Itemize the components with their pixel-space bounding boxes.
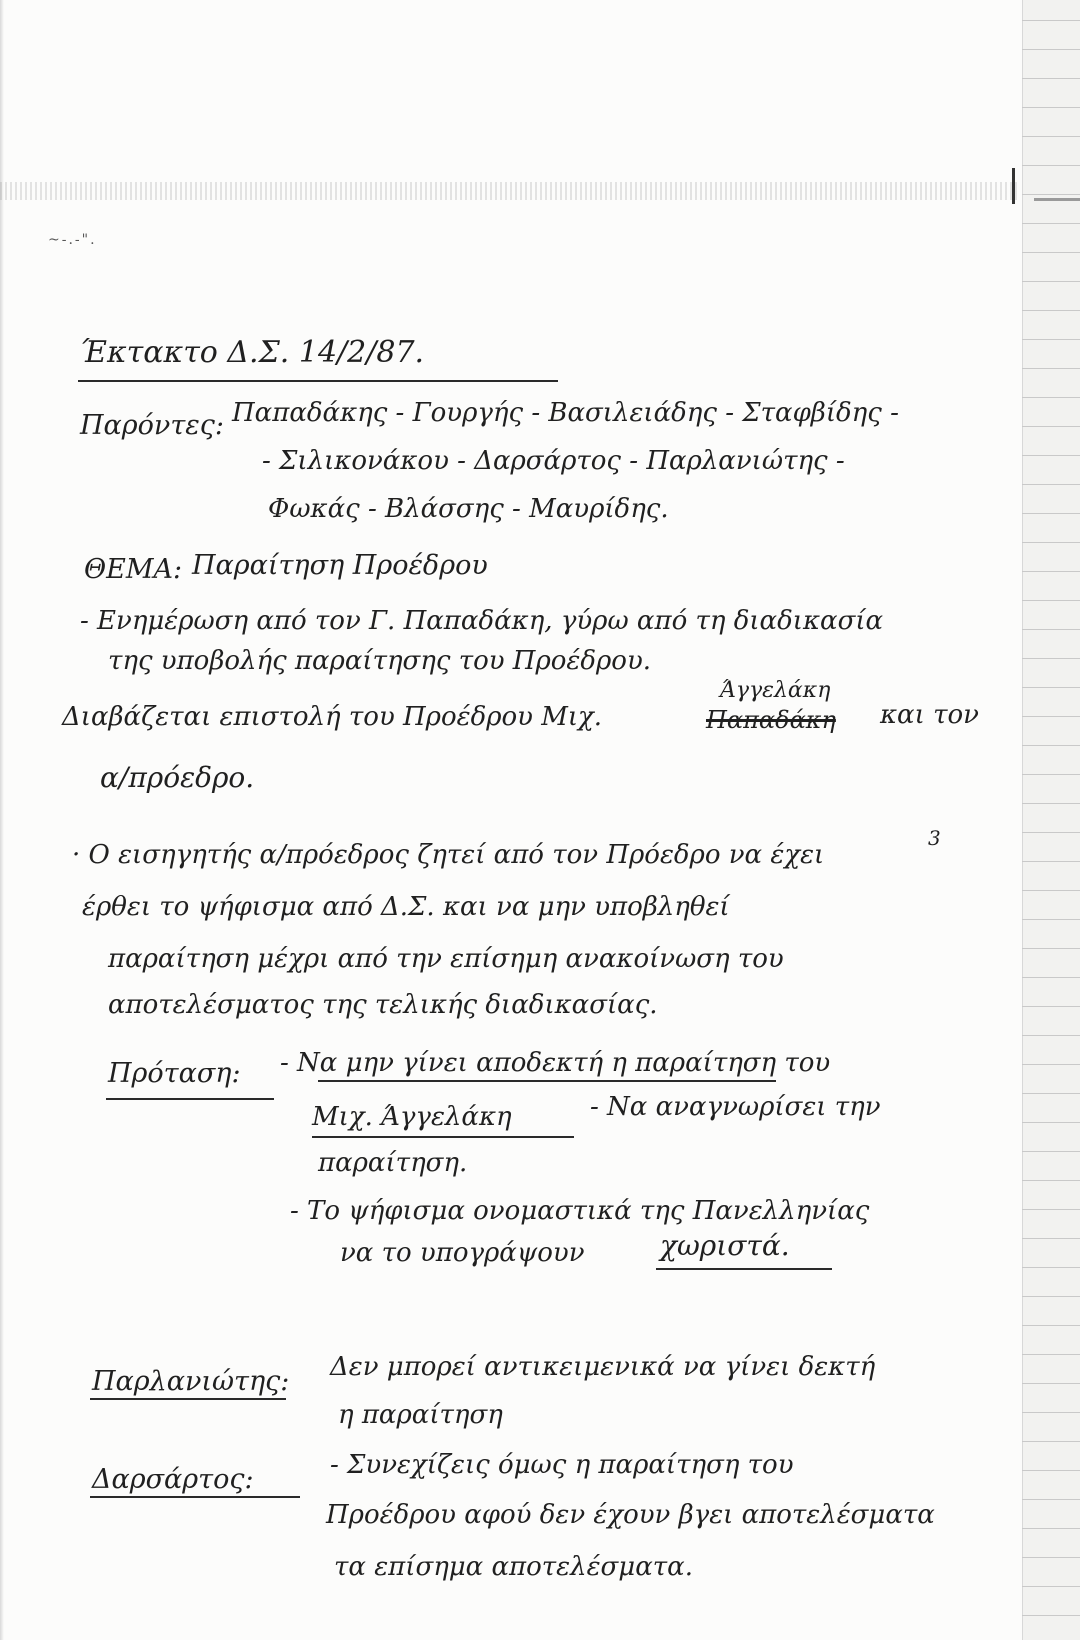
- scan-band-end-mark: [1012, 168, 1015, 204]
- subject-label: ΘΕΜΑ:: [84, 554, 183, 585]
- paragraph-2-insertion: Άγγελάκη: [720, 678, 831, 703]
- notebook-rule-line: [1022, 484, 1080, 485]
- scan-left-edge: [0, 0, 4, 1640]
- notebook-rule-line: [1022, 20, 1080, 21]
- proposal-1-underline: [318, 1080, 776, 1082]
- notebook-rule-line: [1022, 890, 1080, 891]
- paragraph-2-struck-word: Παπαδάκη: [706, 706, 836, 734]
- notebook-rule-line: [1022, 716, 1080, 717]
- notebook-rule-line: [1022, 1151, 1080, 1152]
- notebook-rule-line: [1022, 1064, 1080, 1065]
- notebook-rule-line: [1022, 339, 1080, 340]
- proposals-label: Πρόταση:: [108, 1058, 241, 1089]
- proposal-2-underline: [656, 1268, 832, 1270]
- subject-text: Παραίτηση Προέδρου: [192, 550, 488, 581]
- notebook-rule-line: [1022, 861, 1080, 862]
- notebook-rule-line: [1022, 1528, 1080, 1529]
- speaker-2-line-2: Προέδρου αφού δεν έχουν βγει αποτελέσματα: [326, 1500, 935, 1530]
- paragraph-3-line-3: παραίτηση μέχρι από την επίσημη ανακοίνωση του: [108, 944, 784, 974]
- title-underline: [78, 380, 558, 382]
- proposals-label-underline: [106, 1098, 274, 1100]
- proposal-1-name-underline: [312, 1136, 574, 1138]
- notebook-rule-line: [1022, 1122, 1080, 1123]
- notebook-rule-line: [1022, 281, 1080, 282]
- notebook-right-strip: [1022, 0, 1080, 1640]
- proposal-1-line-3: παραίτηση.: [318, 1148, 468, 1178]
- notebook-rule-line: [1022, 165, 1080, 166]
- attendees-line-3: Φωκάς - Βλάσσης - Μαυρίδης.: [268, 494, 669, 524]
- notebook-rule-line: [1022, 745, 1080, 746]
- notebook-rule-line: [1022, 194, 1080, 195]
- notebook-rule-line: [1022, 252, 1080, 253]
- notebook-rule-line: [1022, 658, 1080, 659]
- notebook-rule-line: [1022, 368, 1080, 369]
- speaker-2-name: Δαρσάρτος:: [92, 1464, 254, 1495]
- notebook-rule-line: [1022, 774, 1080, 775]
- notebook-rule-line: [1022, 542, 1080, 543]
- speaker-1-line-2: η παραίτηση: [338, 1400, 503, 1430]
- paragraph-2-line-1b: και τον: [880, 700, 979, 730]
- paragraph-2-line-1a: Διαβάζεται επιστολή του Προέδρου Μιχ.: [62, 702, 603, 732]
- notebook-rule-line: [1022, 1296, 1080, 1297]
- notebook-rule-line: [1022, 1412, 1080, 1413]
- proposal-2-line-2a: να το υπογράψουν: [340, 1238, 585, 1268]
- page-mark: ~-.-".: [48, 232, 97, 248]
- paragraph-1-line-2: της υποβολής παραίτησης του Προέδρου.: [108, 646, 652, 676]
- notebook-rule-line: [1022, 310, 1080, 311]
- paragraph-3-superscript: 3: [928, 826, 941, 850]
- notebook-right-rule: [1034, 198, 1080, 201]
- proposal-2-line-1: - Το ψήφισμα ονομαστικά της Πανελληνίας: [290, 1196, 870, 1226]
- notebook-rule-line: [1022, 571, 1080, 572]
- notebook-rule-line: [1022, 919, 1080, 920]
- paragraph-2-line-2: α/πρόεδρο.: [100, 761, 255, 794]
- notebook-rule-line: [1022, 1093, 1080, 1094]
- speaker-1-name: Παρλανιώτης:: [92, 1366, 290, 1397]
- notebook-rule-line: [1022, 1441, 1080, 1442]
- proposal-1-line-1: - Να μην γίνει αποδεκτή η παραίτηση του: [280, 1048, 831, 1078]
- speaker-2-line-1: - Συνεχίζεις όμως η παραίτηση του: [330, 1450, 794, 1480]
- notebook-rule-line: [1022, 1035, 1080, 1036]
- notebook-rule-line: [1022, 1557, 1080, 1558]
- paragraph-1-line-1: - Ενημέρωση από τον Γ. Παπαδάκη, γύρω από τη διαδικασία: [80, 606, 884, 636]
- notebook-rule-line: [1022, 426, 1080, 427]
- document-title: Έκτακτο Δ.Σ. 14/2/87.: [80, 335, 425, 370]
- notebook-rule-line: [1022, 1615, 1080, 1616]
- notebook-rule-line: [1022, 397, 1080, 398]
- notebook-rule-line: [1022, 1470, 1080, 1471]
- notebook-rule-line: [1022, 1238, 1080, 1239]
- notebook-rule-line: [1022, 1586, 1080, 1587]
- notebook-rule-line: [1022, 513, 1080, 514]
- notebook-rule-line: [1022, 629, 1080, 630]
- speaker-2-name-underline: [90, 1496, 300, 1498]
- notebook-rule-line: [1022, 1180, 1080, 1181]
- notebook-rule-line: [1022, 78, 1080, 79]
- notebook-rule-line: [1022, 455, 1080, 456]
- speaker-1-name-underline: [90, 1398, 286, 1400]
- attendees-line-1: Παπαδάκης - Γουργής - Βασιλειάδης - Σταφβίδης -: [232, 398, 899, 428]
- notebook-rule-line: [1022, 1354, 1080, 1355]
- notebook-rule-line: [1022, 832, 1080, 833]
- notebook-rule-line: [1022, 1325, 1080, 1326]
- speaker-2-line-3: τα επίσημα αποτελέσματα.: [334, 1552, 693, 1582]
- speaker-1-line-1: Δεν μπορεί αντικειμενικά να γίνει δεκτή: [330, 1352, 876, 1382]
- notebook-rule-line: [1022, 803, 1080, 804]
- notebook-rule-line: [1022, 107, 1080, 108]
- notebook-rule-line: [1022, 223, 1080, 224]
- paragraph-3-line-2: έρθει το ψήφισμα από Δ.Σ. και να μην υποβληθεί: [82, 892, 730, 922]
- notebook-rule-line: [1022, 1267, 1080, 1268]
- proposal-1-line-2b: - Να αναγνωρίσει την: [590, 1092, 881, 1122]
- notebook-rule-line: [1022, 977, 1080, 978]
- paragraph-3-line-4: αποτελέσματος της τελικής διαδικασίας.: [108, 990, 658, 1020]
- paragraph-3-line-1: · Ο εισηγητής α/πρόεδρος ζητεί από τον Πρόεδρο να έχει: [72, 840, 825, 870]
- attendees-label: Παρόντες:: [80, 410, 224, 441]
- notebook-rule-line: [1022, 948, 1080, 949]
- proposal-2-line-2b: χωριστά.: [660, 1229, 790, 1262]
- notebook-rule-line: [1022, 1499, 1080, 1500]
- notebook-rule-line: [1022, 49, 1080, 50]
- notebook-rule-line: [1022, 1006, 1080, 1007]
- notebook-rule-line: [1022, 687, 1080, 688]
- notebook-rule-line: [1022, 1209, 1080, 1210]
- attendees-line-2: - Σιλικονάκου - Δαρσάρτος - Παρλανιώτης -: [262, 446, 845, 476]
- proposal-1-line-2a: Μιχ. Άγγελάκη: [312, 1102, 512, 1132]
- notebook-rule-line: [1022, 1383, 1080, 1384]
- scan-noise-band: [0, 182, 1020, 200]
- notebook-rule-line: [1022, 600, 1080, 601]
- notebook-rule-line: [1022, 136, 1080, 137]
